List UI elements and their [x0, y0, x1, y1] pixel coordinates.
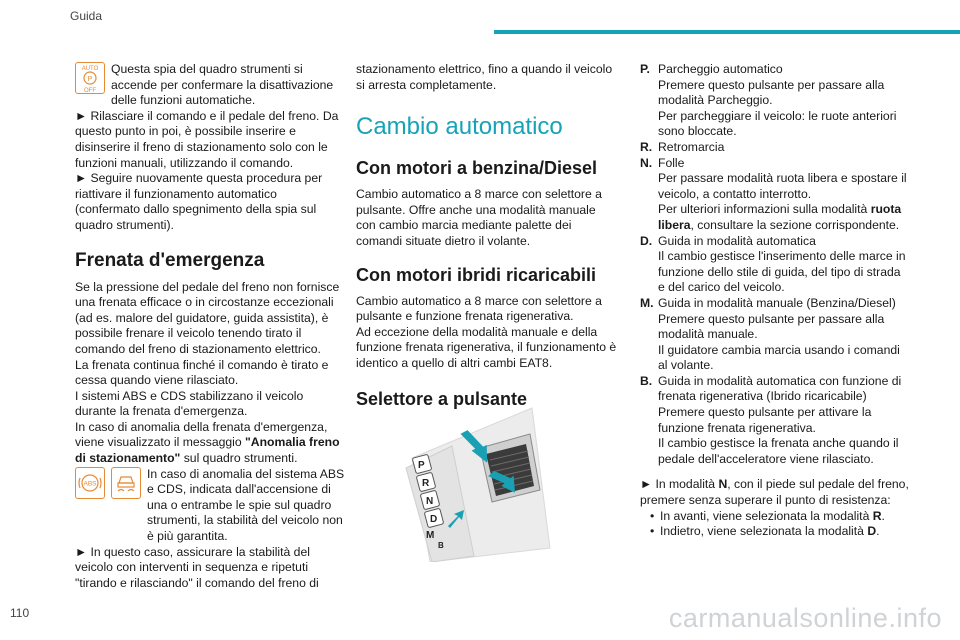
heading-automatic-gearbox: Cambio automatico	[356, 113, 563, 141]
header-accent-bar	[494, 30, 960, 34]
abs-cds-text: In caso di anomalia del sistema ABS e CDS, indicata dall'accensione di una o entrambe le spie sul quadro strumenti, la stabilità del veicolo non è più garantita.	[147, 466, 345, 544]
paragraph-neutral-intro: ► In modalità N, con il piede sul pedale del freno, premere senza superare il punto di resistenza:	[640, 477, 909, 508]
heading-plugin-hybrid: Con motori ibridi ricaricabili	[356, 264, 597, 285]
heading-petrol-diesel: Con motori a benzina/Diesel	[356, 158, 598, 179]
stability-control-icon	[111, 467, 141, 499]
label-d: D	[430, 514, 438, 525]
column-middle	[356, 62, 618, 418]
paragraph-stabilize: ► In questo caso, assicurare la stabilità del veicolo con interventi in sequenza e ripetuti "tirando e rilasciando" il comando del freno di	[75, 544, 319, 590]
paragraph-fault-message: In caso di anomalia della frenata d'emergenza, viene visualizzato il messaggio "Anomalia freno di stazionamento" sul quadro strumenti.	[75, 419, 340, 466]
parking-brake-auto-off-icon	[75, 62, 105, 94]
heading-emergency-braking: Frenata d'emergenza	[75, 249, 265, 271]
paragraph-abs-cds: I sistemi ABS e CDS stabilizzano il veicolo durante la frenata d'emergenza.	[75, 388, 304, 419]
label-m: M	[426, 530, 435, 541]
heading-push-button-selector: Selettore a pulsante	[356, 388, 528, 409]
mode-m: M. Guida in modalità manuale (Benzina/Diesel) Premere questo pulsante per passare alla modalità manuale. Il guidatore cambia marcia usando i comandi al volante.	[640, 295, 900, 373]
svg-text:ABS: ABS	[83, 480, 97, 488]
label-b: B	[438, 541, 444, 550]
auto-off-text: Questa spia del quadro strumenti si accende per confermare la disattivazione delle funzioni automatiche.	[111, 62, 334, 108]
mode-r: R. Retromarcia	[640, 139, 725, 154]
header-section-label: Guida	[70, 9, 103, 23]
off-label: OFF	[84, 88, 96, 93]
paragraph-release: ► Rilasciare il comando e il pedale del freno. Da questo punto in poi, è possibile inserire e disinserire il freno di stazionamento solo con le funzioni manuali, utilizzando il comando.	[75, 108, 339, 170]
paragraph-hybrid-2: Ad eccezione della modalità manuale e della funzione frenata rigenerativa, il funzionamento è identico a quello di altri cambi EAT8.	[356, 324, 617, 370]
auto-off-warning	[75, 62, 345, 109]
paragraph-stop: stazionamento elettrico, fino a quando il veicolo si arresta completamente.	[356, 62, 613, 92]
bullet-backward: • Indietro, viene selezionata la modalità D.	[650, 524, 880, 539]
label-r: R	[422, 478, 430, 489]
page-number: 110	[10, 606, 30, 620]
paragraph-petrol-diesel: Cambio automatico a 8 marce con selettore a pulsante. Offre anche una modalità manuale con cambio marcia mediante palette dei comandi situate dietro il volante.	[356, 187, 602, 248]
paragraph-continue: La frenata continua finché il comando è tirato e cessa quando viene rilasciato.	[75, 357, 329, 388]
paragraph-hybrid-1: Cambio automatico a 8 marce con selettore a pulsante e funzione frenata rigenerativa.	[356, 293, 602, 324]
paragraph-repeat: ► Seguire nuovamente questa procedura per riattivare il funzionamento automatico (confermato dallo spegnimento della spia sul quadro strumenti).	[75, 171, 323, 232]
mode-d: D. Guida in modalità automatica Il cambio gestisce l'inserimento delle marce in funzione dello stile di guida, del tipo di strada e del carico del veicolo.	[640, 233, 906, 295]
label-p: P	[418, 460, 425, 471]
mode-p: P. Parcheggio automatico Premere questo pulsante per passare alla modalità Parcheggio. Per parcheggiare il veicolo: le ruote anteriori sono bloccate.	[640, 62, 897, 139]
mode-n: N. Folle Per passare modalità ruota libera e spostare il veicolo, a contatto interrotto. Per ulteriori informazioni sulla modalità ruota libera, consultare la sezione corrispondente.	[640, 155, 907, 232]
svg-text:P: P	[87, 76, 93, 83]
column-right	[640, 62, 910, 540]
push-button-selector-illustration	[392, 398, 552, 562]
abs-warning-icon	[75, 467, 105, 499]
column-left	[75, 62, 345, 591]
paragraph-emergency: Se la pressione del pedale del freno non fornisce una frenata efficace o in circostanze eccezionali (ad es. malore del guidatore, guida assistita), è possibile frenare il veicolo tenendo tirato il comando del freno di stazionamento elettrico.	[75, 279, 340, 356]
mode-b: B. Guida in modalità automatica con funzione di frenata rigenerativa (Ibrido ricaricabile) Premere questo pulsante per attivare la funzione frenata rigenerativa. Il cambio gestisce la frenata anche quando il pedale dell'acceleratore viene rilasciato.	[640, 373, 902, 466]
auto-label: AUTO	[81, 66, 99, 72]
abs-cds-warning	[75, 467, 345, 545]
label-n: N	[426, 496, 434, 507]
bullet-forward: • In avanti, viene selezionata la modalità R.	[650, 508, 885, 523]
watermark: carmanualsonline.info	[668, 603, 942, 633]
